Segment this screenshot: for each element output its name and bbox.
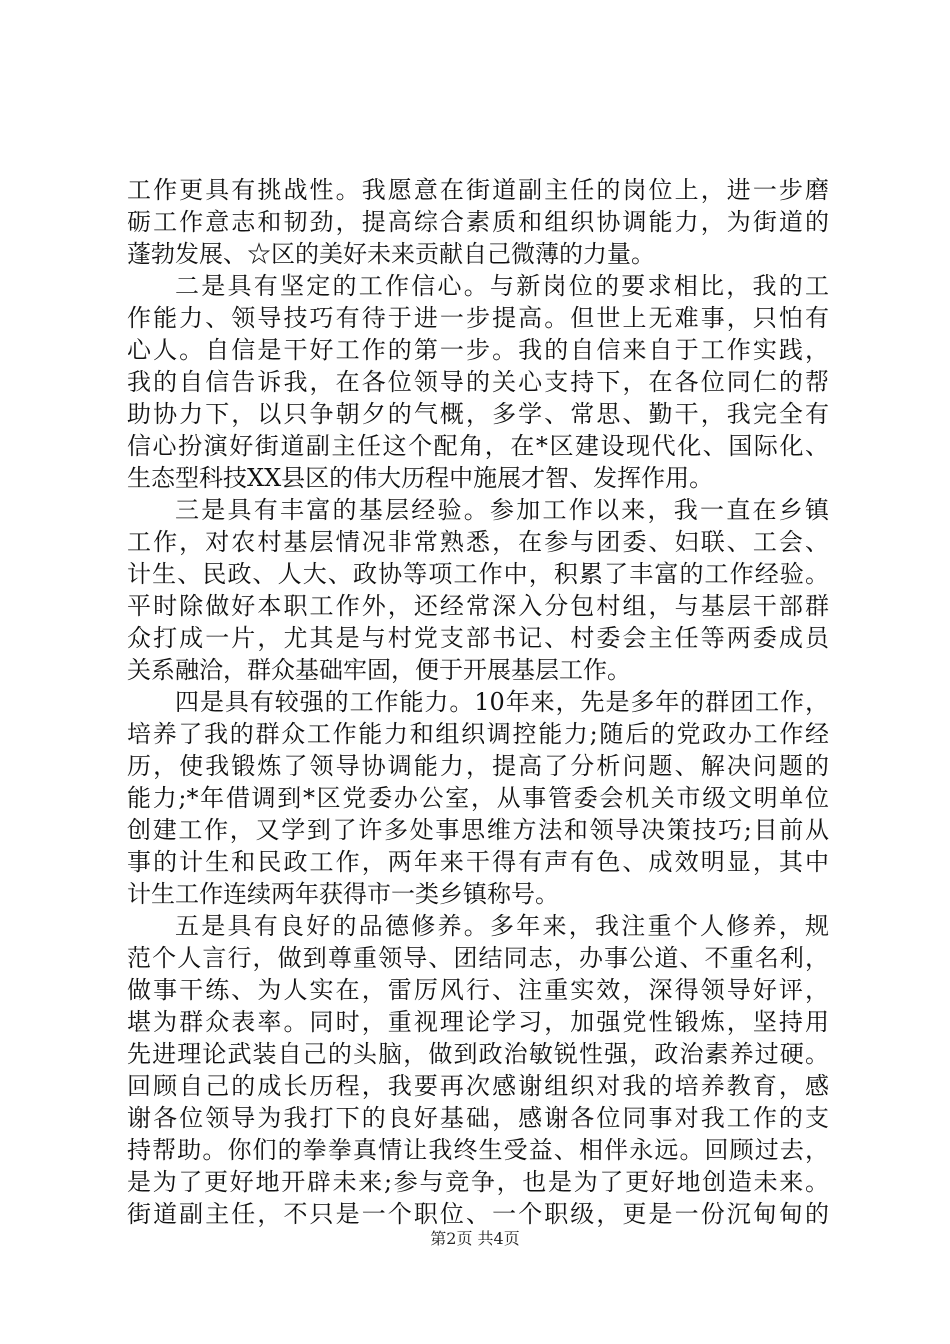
text-line: 信心扮演好街道副主任这个配角，在*区建设现代化、国际化、 <box>127 432 829 460</box>
paragraph-2 <box>127 270 829 494</box>
text-line: 持帮助。你们的拳拳真情让我终生受益、相伴永远。回顾过去， <box>127 1136 829 1164</box>
text-line: 计生、民政、人大、政协等项工作中，积累了丰富的工作经验。 <box>127 560 829 588</box>
text-line: 能力;*年借调到*区党委办公室，从事管委会机关市级文明单位 <box>127 784 829 812</box>
text-line: 事的计生和民政工作，两年来干得有声有色、成效明显，其中 <box>127 848 829 876</box>
text-line: 我的自信告诉我，在各位领导的关心支持下，在各位同仁的帮 <box>127 368 829 396</box>
text-line: 众打成一片，尤其是与村党支部书记、村委会主任等两委成员 <box>127 624 829 652</box>
text-line: 助协力下，以只争朝夕的气概，多学、常思、勤干，我完全有 <box>127 400 829 428</box>
page-footer <box>0 1226 950 1249</box>
paragraph-5 <box>127 910 829 1230</box>
text-line: 范个人言行，做到尊重领导、团结同志，办事公道、不重名利， <box>127 944 829 972</box>
text-line: 历，使我锻炼了领导协调能力，提高了分析问题、解决问题的 <box>127 752 829 780</box>
document-body <box>127 174 829 1230</box>
text-line: 二是具有坚定的工作信心。与新岗位的要求相比，我的工 <box>175 272 829 300</box>
text-line: 谢各位领导为我打下的良好基础，感谢各位同事对我工作的支 <box>127 1104 829 1132</box>
text-line: 创建工作，又学到了许多处事思维方法和领导决策技巧;目前从 <box>127 816 829 844</box>
paragraph-3 <box>127 494 829 686</box>
text-line: 是为了更好地开辟未来;参与竞争，也是为了更好地创造未来。 <box>127 1168 829 1196</box>
text-line: 心人。自信是干好工作的第一步。我的自信来自于工作实践， <box>127 336 829 364</box>
text-line: 堪为群众表率。同时，重视理论学习，加强党性锻炼，坚持用 <box>127 1008 829 1036</box>
text-line: 作能力、领导技巧有待于进一步提高。但世上无难事，只怕有 <box>127 304 829 332</box>
text-line: 做事干练、为人实在，雷厉风行、注重实效，深得领导好评， <box>127 976 829 1004</box>
text-line: 三是具有丰富的基层经验。参加工作以来，我一直在乡镇 <box>175 496 829 524</box>
text-line: 工作，对农村基层情况非常熟悉，在参与团委、妇联、工会、 <box>127 528 829 556</box>
text-line: 培养了我的群众工作能力和组织调控能力;随后的党政办工作经 <box>127 720 829 748</box>
paragraph-4 <box>127 686 829 910</box>
text-line: 先进理论武装自己的头脑，做到政治敏锐性强，政治素养过硬。 <box>127 1040 829 1068</box>
text-line: 四是具有较强的工作能力。10年来，先是多年的群团工作， <box>175 688 829 716</box>
text-line: 砺工作意志和韧劲，提高综合素质和组织协调能力，为街道的 <box>127 208 829 236</box>
text-line: 五是具有良好的品德修养。多年来，我注重个人修养，规 <box>175 912 829 940</box>
text-line: 回顾自己的成长历程，我要再次感谢组织对我的培养教育，感 <box>127 1072 829 1100</box>
text-line: 计生工作连续两年获得市一类乡镇称号。 <box>127 880 559 908</box>
text-line: 工作更具有挑战性。我愿意在街道副主任的岗位上，进一步磨 <box>127 176 829 204</box>
text-line: 街道副主任，不只是一个职位、一个职级，更是一份沉甸甸的 <box>127 1200 829 1228</box>
text-line: 平时除做好本职工作外，还经常深入分包村组，与基层干部群 <box>127 592 829 620</box>
text-line: 蓬勃发展、☆区的美好未来贡献自己微薄的力量。 <box>127 240 655 268</box>
text-line: 生态型科技XX县区的伟大历程中施展才智、发挥作用。 <box>127 464 714 492</box>
text-line: 关系融洽，群众基础牢固，便于开展基层工作。 <box>127 656 631 684</box>
page-number-label: 第2页 共4页 <box>430 1229 520 1248</box>
paragraph-1 <box>127 174 829 270</box>
